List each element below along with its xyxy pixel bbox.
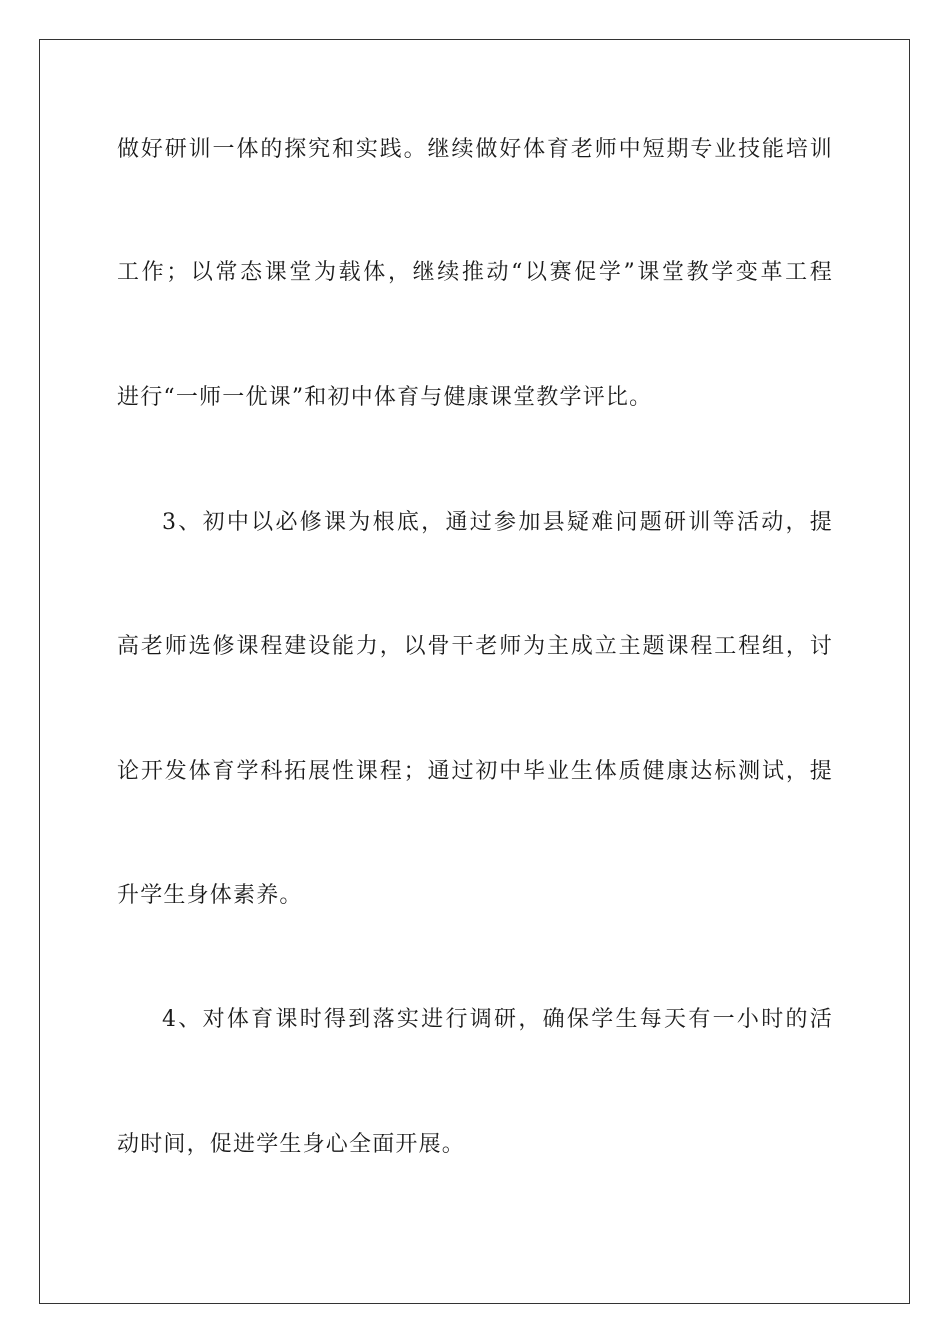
- page-border: [39, 39, 910, 1304]
- text-line-3: 进行“一师一优课”和初中体育与健康课堂教学评比。: [117, 385, 653, 410]
- text-line-8: 4、对体育课时得到落实进行调研，确保学生每天有一小时的活: [162, 1007, 833, 1032]
- text-line-7: 升学生身体素养。: [117, 883, 303, 908]
- text-line-1: 做好研训一体的探究和实践。继续做好体育老师中短期专业技能培训: [117, 137, 833, 162]
- text-line-2: 工作；以常态课堂为载体，继续推动“以赛促学”课堂教学变革工程: [117, 260, 833, 285]
- text-line-4: 3、初中以必修课为根底，通过参加县疑难问题研训等活动，提: [162, 510, 833, 535]
- text-line-5: 高老师选修课程建设能力，以骨干老师为主成立主题课程工程组，讨: [117, 634, 833, 659]
- text-line-6: 论开发体育学科拓展性课程；通过初中毕业生体质健康达标测试，提: [117, 759, 833, 784]
- text-line-9: 动时间，促进学生身心全面开展。: [117, 1132, 466, 1157]
